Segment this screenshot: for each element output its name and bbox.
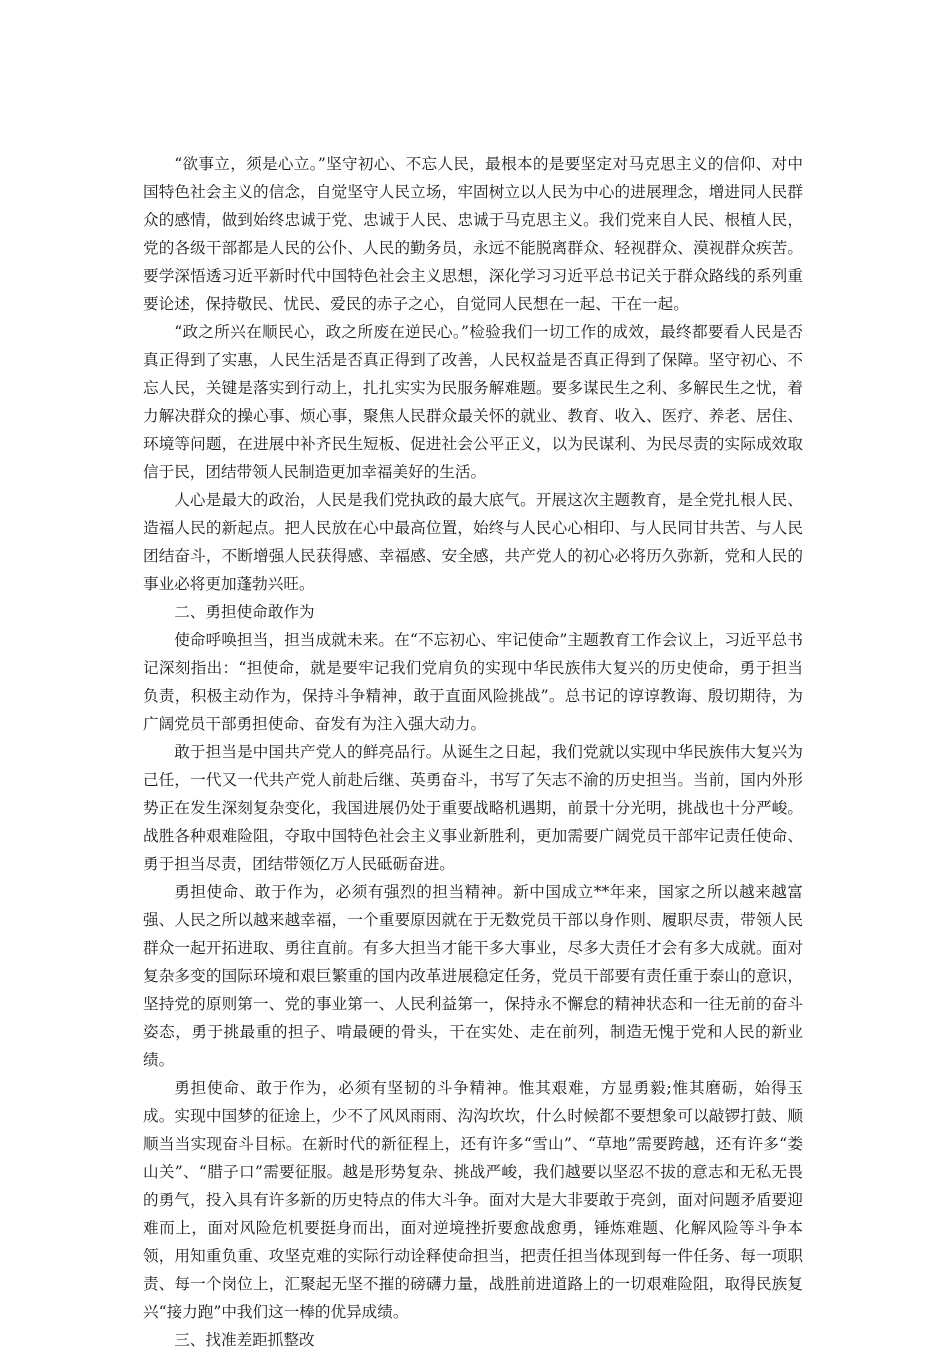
section-heading: 三、找准差距抓整改	[174, 1331, 315, 1349]
paragraph: 勇担使命、敢于作为，必须有强烈的担当精神。新中国成立**年来，国家之所以越来越富强、人民之所以越来越幸福，一个重要原因就在于无数党员干部以身作则、履职尽责，带领人民群众一起开拓进取、勇往直前。有多大担当才能干多大事业，尽多大责任才会有多大成就。面对复杂多变的国际环境和艰巨繁重的国内改革进展稳定任务，党员干部要有责任重于泰山的意识，坚持党的原则第一、党的事业第一、人民利益第一，保持永不懈怠的精神状态和一往无前的奋斗姿态，勇于挑最重的担子、啃最硬的骨头，干在实处、走在前列，制造无愧于党和人民的新业绩。	[143, 883, 803, 1069]
paragraph: 人心是最大的政治，人民是我们党执政的最大底气。开展这次主题教育，是全党扎根人民、造福人民的新起点。把人民放在心中最高位置，始终与人民心心相印、与人民同甘共苦、与人民团结奋斗，不断增强人民获得感、幸福感、安全感，共产党人的初心必将历久弥新，党和人民的事业必将更加蓬勃兴旺。	[143, 491, 803, 593]
paragraph: “欲事立，须是心立。”坚守初心、不忘人民，最根本的是要坚定对马克思主义的信仰、对中国特色社会主义的信念，自觉坚守人民立场，牢固树立以人民为中心的进展理念，增进同人民群众的感情，做到始终忠诚于党、忠诚于人民、忠诚于马克思主义。我们党来自人民、根植人民，党的各级干部都是人民的公仆、人民的勤务员，永远不能脱离群众、轻视群众、漠视群众疾苦。要学深悟透习近平新时代中国特色社会主义思想，深化学习习近平总书记关于群众路线的系列重要论述，保持敬民、忧民、爱民的赤子之心，自觉同人民想在一起、干在一起。	[143, 155, 803, 313]
paragraph: 使命呼唤担当，担当成就未来。在“不忘初心、牢记使命”主题教育工作会议上，习近平总书记深刻指出：“担使命，就是要牢记我们党肩负的实现中华民族伟大复兴的历史使命，勇于担当负责，积极主动作为，保持斗争精神，敢于直面风险挑战”。总书记的谆谆教诲、殷切期待，为广阔党员干部勇担使命、奋发有为注入强大动力。	[143, 631, 803, 733]
paragraph: 勇担使命、敢于作为，必须有坚韧的斗争精神。惟其艰难，方显勇毅;惟其磨砺，始得玉成。实现中国梦的征途上，少不了风风雨雨、沟沟坎坎，什么时候都不要想象可以敲锣打鼓、顺顺当当实现奋斗目标。在新时代的新征程上，还有许多“雪山”、“草地”需要跨越，还有许多“娄山关”、“腊子口”需要征服。越是形势复杂、挑战严峻，我们越要以坚忍不拔的意志和无私无畏的勇气，投入具有许多新的历史特点的伟大斗争。面对大是大非要敢于亮剑，面对问题矛盾要迎难而上，面对风险危机要挺身而出，面对逆境挫折要愈战愈勇，锤炼难题、化解风险等斗争本领，用知重负重、攻坚克难的实际行动诠释使命担当，把责任担当体现到每一件任务、每一项职责、每一个岗位上，汇聚起无坚不摧的磅礴力量，战胜前进道路上的一切艰难险阻，取得民族复兴“接力跑”中我们这一棒的优异成绩。	[143, 1079, 803, 1321]
section-heading: 二、勇担使命敢作为	[174, 603, 315, 621]
document-body	[143, 150, 803, 1354]
paragraph: 敢于担当是中国共产党人的鲜亮品行。从诞生之日起，我们党就以实现中华民族伟大复兴为己任，一代又一代共产党人前赴后继、英勇奋斗，书写了矢志不渝的历史担当。当前，国内外形势正在发生深刻复杂变化，我国进展仍处于重要战略机遇期，前景十分光明，挑战也十分严峻。战胜各种艰难险阻，夺取中国特色社会主义事业新胜利，更加需要广阔党员干部牢记责任使命、勇于担当尽责，团结带领亿万人民砥砺奋进。	[143, 743, 803, 873]
paragraph: “政之所兴在顺民心，政之所废在逆民心。”检验我们一切工作的成效，最终都要看人民是否真正得到了实惠，人民生活是否真正得到了改善，人民权益是否真正得到了保障。坚守初心、不忘人民，关键是落实到行动上，扎扎实实为民服务解难题。要多谋民生之利、多解民生之忧，着力解决群众的操心事、烦心事，聚焦人民群众最关怀的就业、教育、收入、医疗、养老、居住、环境等问题，在进展中补齐民生短板、促进社会公平正义，以为民谋利、为民尽责的实际成效取信于民，团结带领人民制造更加幸福美好的生活。	[143, 323, 803, 481]
